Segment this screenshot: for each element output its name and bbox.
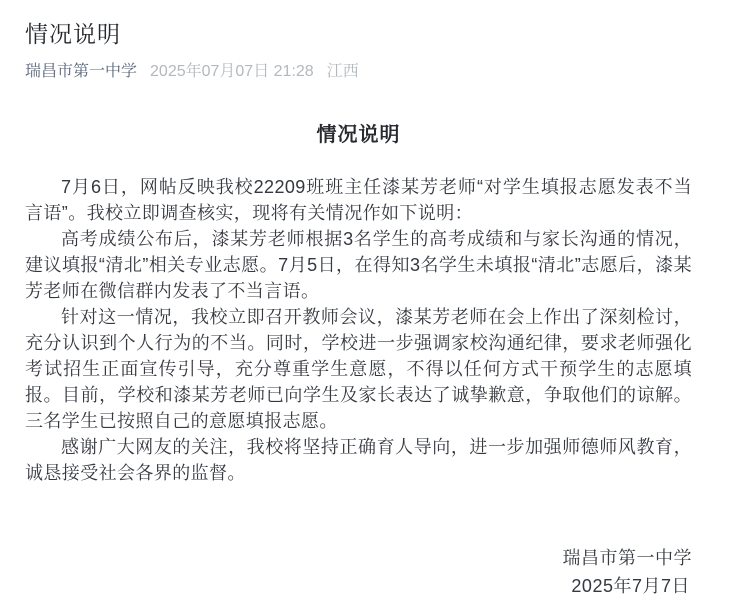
signature-name: 瑞昌市第一中学 — [562, 548, 692, 568]
signature-date: 2025年7月7日 — [571, 576, 690, 596]
article-body — [0, 122, 750, 600]
publish-location: 江西 — [326, 63, 359, 80]
article-header — [0, 0, 750, 81]
page-title: 情况说明 — [25, 21, 121, 47]
source-name[interactable]: 瑞昌市第一中学 — [25, 63, 138, 80]
article-meta — [25, 63, 725, 81]
paragraph-4: 感谢广大网友的关注，我校将坚持正确育人导向，进一步加强师德师风教育，诚恳接受社会各界的监督。 — [25, 437, 692, 483]
publish-datetime: 2025年07月07日 21:28 — [150, 63, 314, 80]
document-title: 情况说明 — [316, 124, 401, 146]
paragraph-2: 高考成绩公布后，漆某芳老师根据3名学生的高考成绩和与家长沟通的情况，建议填报“清北”相关专业志愿。7月5日，在得知3名学生未填报“清北”志愿后，漆某芳老师在微信群内发表了不当言语。 — [25, 229, 692, 301]
paragraph-1: 7月6日，网帖反映我校22209班班主任漆某芳老师“对学生填报志愿发表不当言语”。我校立即调查核实，现将有关情况作如下说明： — [25, 177, 692, 223]
signature-block — [25, 544, 692, 600]
paragraph-3: 针对这一情况，我校立即召开教师会议，漆某芳老师在会上作出了深刻检讨，充分认识到个人行为的不当。同时，学校进一步强调家校沟通纪律，要求老师强化考试招生正面宣传引导，充分尊重学生意愿，不得以任何方式干预学生的志愿填报。目前，学校和漆某芳老师已向学生及家长表达了诚挚歉意，争取他们的谅解。三名学生已按照自己的意愿填报志愿。 — [25, 307, 692, 431]
